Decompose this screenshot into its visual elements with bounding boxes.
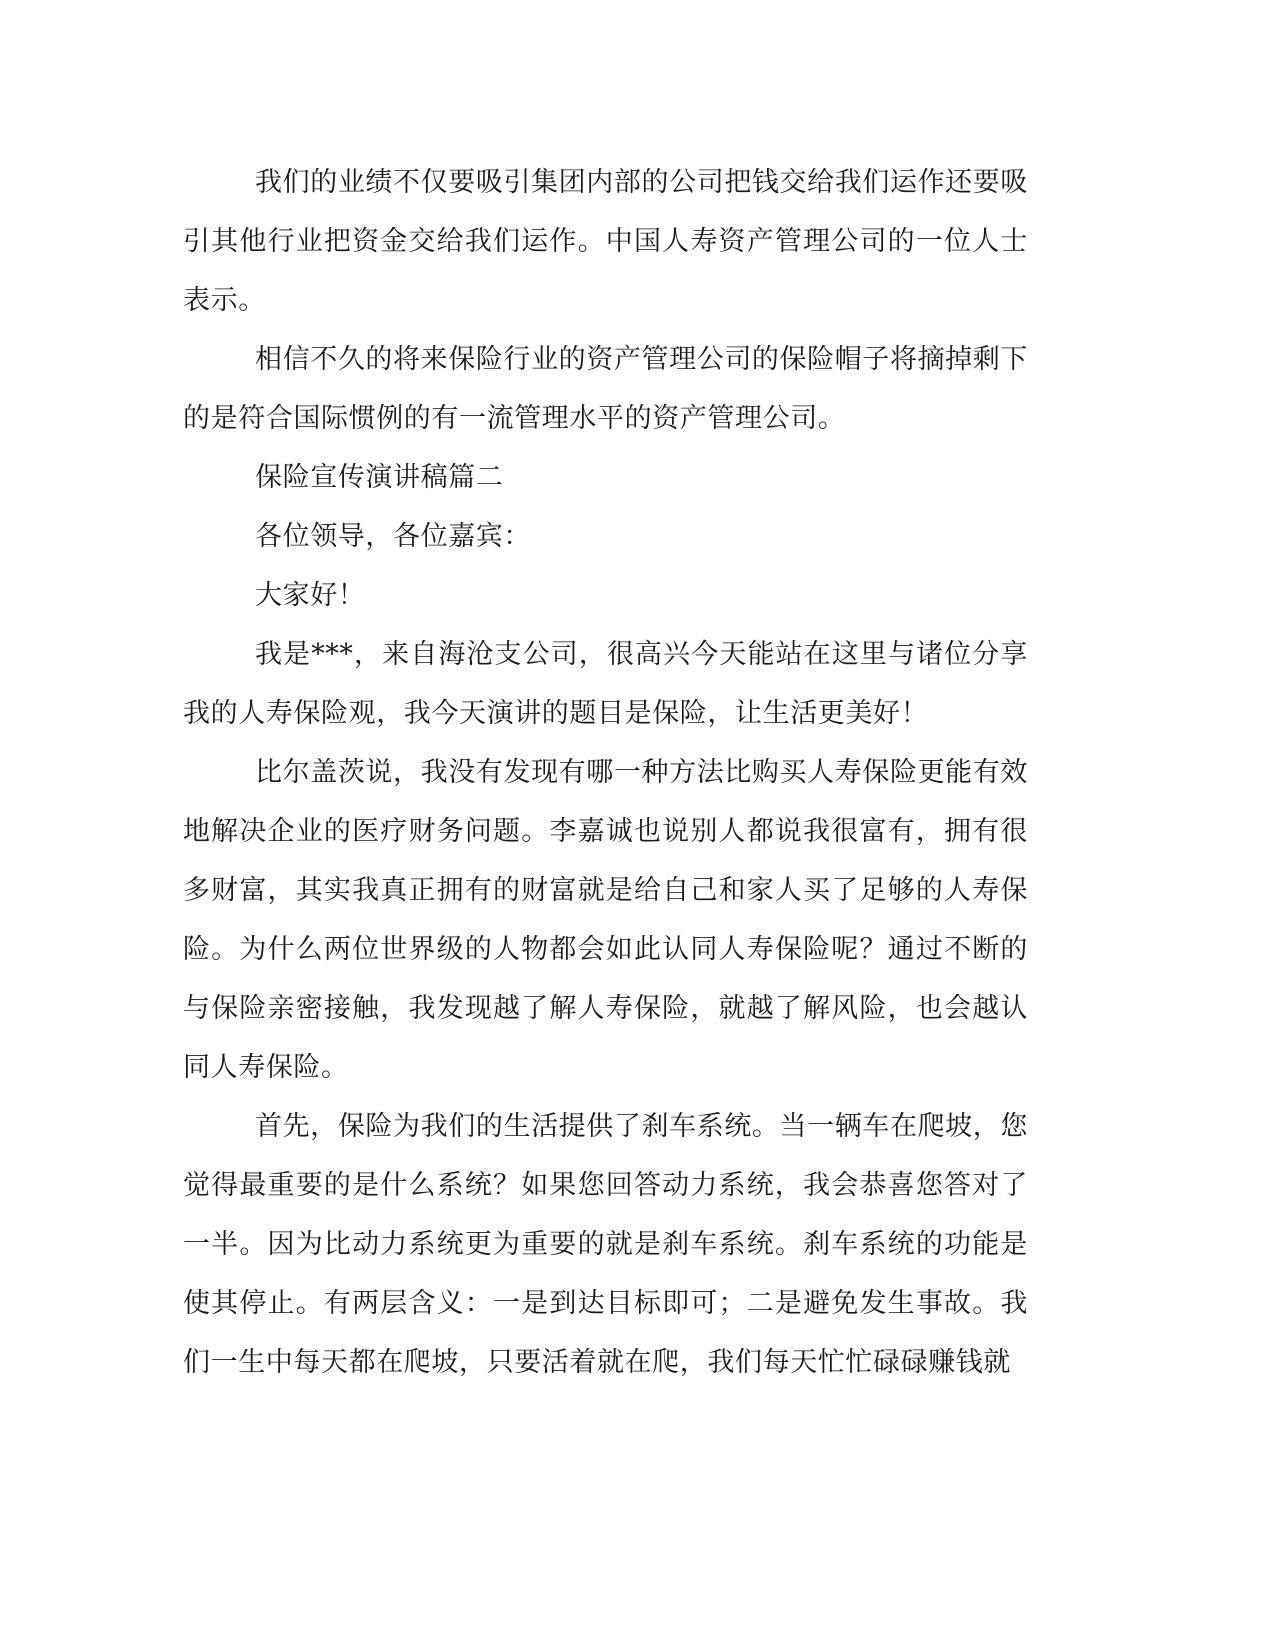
paragraph-self-introduction: 我是***，来自海沧支公司，很高兴今天能站在这里与诸位分享我的人寿保险观，我今天演讲的题目是保险，让生活更美好！ <box>183 639 1028 729</box>
paragraph-asset-management-future: 相信不久的将来保险行业的资产管理公司的保险帽子将摘掉剩下的是符合国际惯例的有一流管理水平的资产管理公司。 <box>183 344 1028 434</box>
paragraph-famous-quotes: 比尔盖茨说，我没有发现有哪一种方法比购买人寿保险更能有效地解决企业的医疗财务问题。李嘉诚也说别人都说我很富有，拥有很多财富，其实我真正拥有的财富就是给自己和家人买了足够的人寿保险。为什么两位世界级的人物都会如此认同人寿保险呢？通过不断的与保险亲密接触，我发现越了解人寿保险，就越了解风险，也会越认同人寿保险。 <box>183 757 1028 1083</box>
salutation: 各位领导，各位嘉宾： <box>255 521 531 552</box>
document-body <box>183 153 1028 1392</box>
greeting: 大家好！ <box>255 580 366 611</box>
paragraph-asset-management-performance: 我们的业绩不仅要吸引集团内部的公司把钱交给我们运作还要吸引其他行业把资金交给我们运作。中国人寿资产管理公司的一位人士表示。 <box>183 167 1028 316</box>
section-heading: 保险宣传演讲稿篇二 <box>255 462 504 493</box>
paragraph-brake-system: 首先，保险为我们的生活提供了刹车系统。当一辆车在爬坡，您觉得最重要的是什么系统？如果您回答动力系统，我会恭喜您答对了一半。因为比动力系统更为重要的就是刹车系统。刹车系统的功能是使其停止。有两层含义：一是到达目标即可；二是避免发生事故。我们一生中每天都在爬坡，只要活着就在爬，我们每天忙忙碌碌赚钱就 <box>183 1111 1028 1378</box>
